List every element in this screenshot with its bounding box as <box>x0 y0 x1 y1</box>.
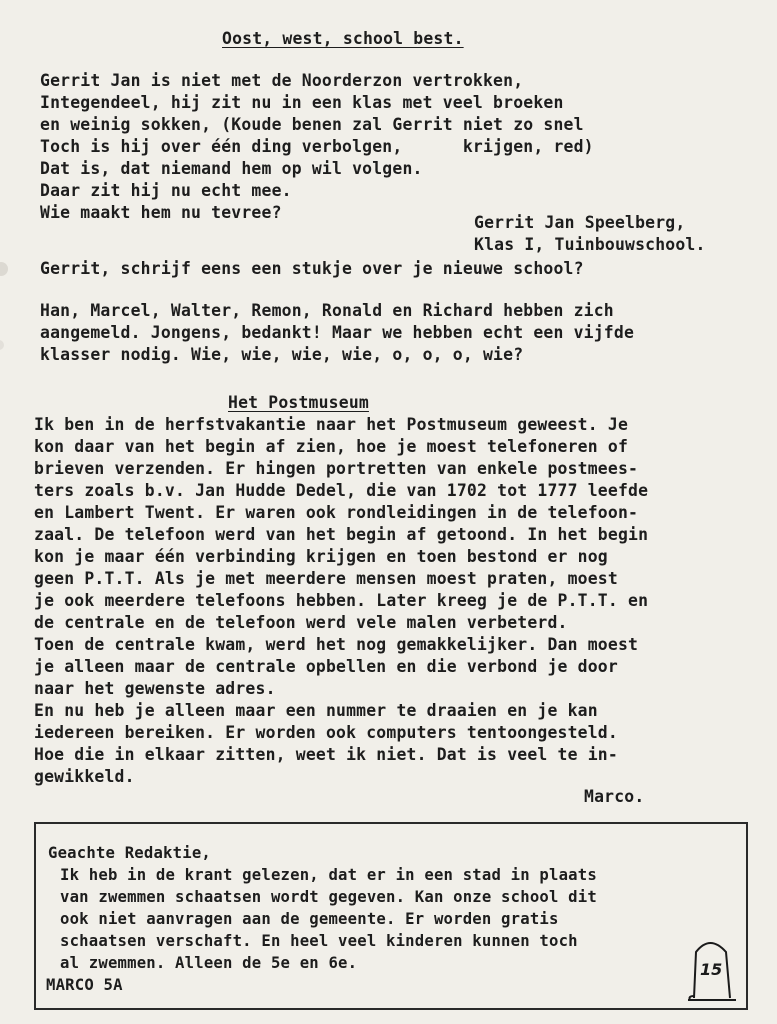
article-line: en Lambert Twent. Er waren ook rondleidingen in de telefoon- <box>34 503 639 522</box>
article-line: je ook meerdere telefoons hebben. Later kreeg je de P.T.T. en <box>34 591 649 610</box>
poem-line: Daar zit hij nu echt mee. <box>40 181 292 200</box>
page-number-badge <box>684 930 740 1002</box>
article-line: zaal. De telefoon werd van het begin af getoond. In het begin <box>34 525 649 544</box>
article-line: geen P.T.T. Als je met meerdere mensen moest praten, moest <box>34 569 618 588</box>
article-line: je alleen maar de centrale opbellen en die verbond je door <box>34 657 618 676</box>
poem-line: Toch is hij over één ding verbolgen, krijgen, red) <box>40 137 594 156</box>
page-number: 15 <box>700 960 723 979</box>
editor-followup: Gerrit, schrijf eens een stukje over je nieuwe school? <box>40 259 584 278</box>
letter-signature: MARCO 5A <box>46 976 123 994</box>
poem-author-name: Gerrit Jan Speelberg, <box>474 213 686 232</box>
letter-line: schaatsen verschaft. En heel veel kinderen kunnen toch <box>60 932 578 950</box>
article-line: ters zoals b.v. Jan Hudde Dedel, die van 1702 tot 1777 leefde <box>34 481 649 500</box>
section-title-postmuseum: Het Postmuseum <box>228 393 369 412</box>
article-signature: Marco. <box>584 787 645 806</box>
article-line: Toen de centrale kwam, werd het nog gemakkelijker. Dan moest <box>34 635 639 654</box>
poem-line: Gerrit Jan is niet met de Noorderzon vertrokken, <box>40 71 524 90</box>
article-line: de centrale en de telefoon werd vele malen verbeterd. <box>34 613 568 632</box>
poem-line: en weinig sokken, (Koude benen zal Gerrit niet zo snel <box>40 115 584 134</box>
announcement-line: Han, Marcel, Walter, Remon, Ronald en Richard hebben zich <box>40 301 614 320</box>
letter-box <box>34 822 748 1010</box>
poem-author-class: Klas I, Tuinbouwschool. <box>474 235 706 254</box>
poem-line: Wie maakt hem nu tevree? <box>40 203 282 222</box>
section-title-oost-west: Oost, west, school best. <box>222 29 464 48</box>
article-line: En nu heb je alleen maar een nummer te draaien en je kan <box>34 701 598 720</box>
poem-line: Dat is, dat niemand hem op wil volgen. <box>40 159 423 178</box>
letter-line: Ik heb in de krant gelezen, dat er in een stad in plaats <box>60 866 597 884</box>
article-line: kon daar van het begin af zien, hoe je moest telefoneren of <box>34 437 629 456</box>
article-line: gewikkeld. <box>34 767 135 786</box>
article-line: brieven verzenden. Er hingen portretten van enkele postmees- <box>34 459 639 478</box>
letter-line: ook niet aanvragen aan de gemeente. Er worden gratis <box>60 910 559 928</box>
punch-hole-mark <box>0 262 8 276</box>
article-line: Hoe die in elkaar zitten, weet ik niet. Dat is veel te in- <box>34 745 618 764</box>
article-line: iedereen bereiken. Er worden ook computers tentoongesteld. <box>34 723 618 742</box>
announcement-line: aangemeld. Jongens, bedankt! Maar we hebben echt een vijfde <box>40 323 635 342</box>
announcement-line: klasser nodig. Wie, wie, wie, wie, o, o, o, wie? <box>40 345 524 364</box>
letter-line: al zwemmen. Alleen de 5e en 6e. <box>60 954 358 972</box>
article-line: Ik ben in de herfstvakantie naar het Postmuseum geweest. Je <box>34 415 629 434</box>
letter-line: van zwemmen schaatsen wordt gegeven. Kan onze school dit <box>60 888 597 906</box>
letter-greeting: Geachte Redaktie, <box>48 844 211 862</box>
punch-hole-mark <box>0 340 4 350</box>
article-line: kon je maar één verbinding krijgen en toen bestond er nog <box>34 547 608 566</box>
poem-line: Integendeel, hij zit nu in een klas met veel broeken <box>40 93 564 112</box>
article-line: naar het gewenste adres. <box>34 679 276 698</box>
